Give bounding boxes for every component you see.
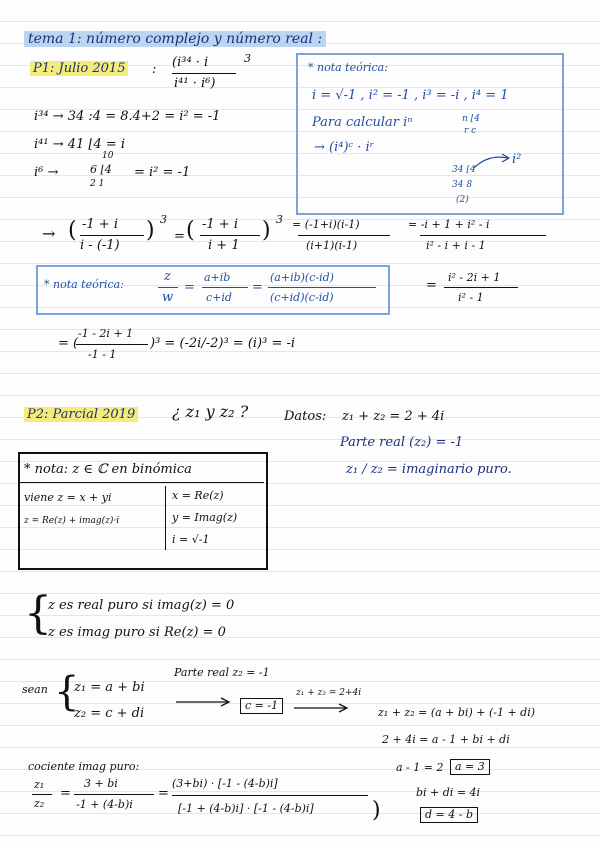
p2-note-viene: viene z = x + yi bbox=[24, 491, 112, 504]
p1-line-i6-division: 6 ⌊4 bbox=[90, 163, 112, 176]
p1-step1-b-paren-open: ( bbox=[186, 218, 195, 243]
p2-note-title: * nota: z ∈ ℂ en binómica bbox=[24, 462, 192, 477]
theory-note-2-title: * nota teórica: bbox=[44, 278, 124, 291]
p1-step1-a-den: i - (-1) bbox=[80, 238, 120, 253]
p1-step3-den: -1 - 1 bbox=[88, 348, 117, 361]
p2-question: ¿ z₁ y z₂ ? bbox=[172, 402, 249, 421]
theory-note-2-eq1-bar bbox=[202, 287, 248, 288]
p2-datos-real-part: Parte real (z₂) = -1 bbox=[340, 435, 464, 450]
p1-step1-c-num: = (-1+i)(i-1) bbox=[292, 218, 360, 231]
problem-1-label: P1: Julio 2015 bbox=[30, 61, 128, 76]
p1-step1-d-den: i² - i + i - 1 bbox=[426, 239, 486, 252]
p2-q-eq-2: = bbox=[158, 786, 169, 801]
p1-step1-b-bar bbox=[200, 235, 260, 236]
p2-q2-num: 3 + bi bbox=[84, 777, 118, 790]
theory-note-2-zw-bar bbox=[158, 287, 178, 288]
p2-q3-paren-close: ) bbox=[372, 798, 381, 823]
p1-line-i6-post: = i² = -1 bbox=[134, 165, 191, 180]
theory-note-title: * nota teórica: bbox=[308, 61, 388, 74]
theory-note-example-1: 34 ⌊4 bbox=[452, 165, 476, 175]
p1-step3-num: -1 - 2i + 1 bbox=[78, 327, 134, 340]
p2-q3-bar bbox=[172, 795, 368, 796]
p2-q2-bar bbox=[74, 794, 154, 795]
p1-step1-b-paren-close: ) bbox=[262, 218, 271, 243]
p2-b-equation: bi + di = 4i bbox=[416, 786, 481, 799]
theory-note-2-eq1-num: a+ib bbox=[204, 271, 231, 284]
p2-parte-real-label: Parte real z₂ = -1 bbox=[174, 666, 270, 679]
theory-note-example-3: (2) bbox=[456, 195, 469, 205]
p2-real-puro: z es real puro si imag(z) = 0 bbox=[48, 598, 235, 613]
p1-step3-bar bbox=[76, 344, 148, 345]
p1-line-i41: i⁴¹ → 41 ⌊4 = i bbox=[34, 137, 126, 152]
theory-note-2-eq1-den: c+id bbox=[206, 291, 232, 304]
p2-note-x: x = Re(z) bbox=[172, 489, 224, 502]
p1-step1-exp: 3 bbox=[160, 213, 167, 226]
theory-note-division: n ⌊4 bbox=[462, 114, 480, 124]
p2-note-y: y = Imag(z) bbox=[172, 511, 238, 524]
p1-step2-bar bbox=[444, 287, 518, 288]
theory-note-division-2: r c bbox=[464, 126, 477, 136]
theory-note-calc: Para calcular iⁿ bbox=[312, 115, 413, 130]
p2-sum-line-2: 2 + 4i = a - 1 + bi + di bbox=[382, 733, 510, 746]
theory-note-example-2: 34 8 bbox=[452, 180, 473, 190]
theory-note-2-w: w bbox=[162, 290, 174, 305]
p1-step1-paren-close: ) bbox=[146, 218, 155, 243]
p2-cociente-label: cociente imag puro: bbox=[28, 760, 140, 773]
p2-z1-def: z₁ = a + bi bbox=[74, 680, 145, 695]
p1-step1-arrow: → bbox=[42, 224, 56, 243]
p1-step3-pre: = ( bbox=[58, 336, 79, 351]
p2-brace-real-imag: { bbox=[24, 588, 52, 639]
p1-step1-a-num: -1 + i bbox=[82, 217, 118, 232]
p2-datos-label: Datos: bbox=[284, 409, 327, 424]
p2-q-den: z₂ bbox=[34, 797, 45, 810]
p1-step1-eq: = bbox=[174, 229, 185, 244]
p2-note-z-eq: z = Re(z) + imag(z)·i bbox=[24, 516, 120, 526]
theory-note-2-eq2-bar bbox=[268, 287, 376, 288]
p2-q-eq-1: = bbox=[60, 786, 71, 801]
theory-note-2-z: z bbox=[164, 269, 171, 284]
p2-arrow-icon bbox=[176, 697, 232, 707]
p1-expr-colon: : bbox=[152, 62, 157, 77]
p1-step1-c-den: (i+1)(i-1) bbox=[306, 239, 358, 252]
p2-q3-den: [-1 + (4-b)i] · [-1 - (4-b)i] bbox=[178, 802, 314, 815]
p1-line-i6-div-top: 10 bbox=[102, 151, 114, 161]
p2-sum-label: z₁ + z₂ = 2+4i bbox=[296, 688, 362, 698]
theory-note-box bbox=[296, 53, 564, 215]
p2-datos-sum: z₁ + z₂ = 2 + 4i bbox=[342, 409, 445, 424]
p2-d-result-box: d = 4 - b bbox=[420, 807, 478, 823]
theory-note-2-eq2: = bbox=[252, 280, 263, 295]
p2-note-vertical-divider bbox=[165, 486, 166, 550]
p1-expr-den: i⁴¹ · i⁶) bbox=[174, 76, 216, 91]
p2-note-divider bbox=[20, 482, 264, 483]
p2-arrow-2-icon bbox=[294, 703, 350, 713]
p2-sum-line-1: z₁ + z₂ = (a + bi) + (-1 + di) bbox=[378, 706, 536, 719]
p1-expr-exponent: 3 bbox=[244, 52, 251, 65]
theory-note-powers: i = √-1 , i² = -1 , i³ = -i , i⁴ = 1 bbox=[312, 88, 509, 103]
p1-expr-fraction-bar bbox=[172, 73, 236, 74]
p1-line-i34: i³⁴ → 34 :4 = 8.4+2 = i² = -1 bbox=[34, 109, 221, 124]
p2-q2-den: -1 + (4-b)i bbox=[76, 798, 133, 811]
p1-step3-post: )³ = (-2i/-2)³ = (i)³ = -i bbox=[150, 336, 296, 351]
p1-step1-d-num: = -i + 1 + i² - i bbox=[408, 218, 490, 231]
problem-2-label: P2: Parcial 2019 bbox=[24, 407, 138, 422]
p1-step1-b-den: i + 1 bbox=[208, 238, 240, 253]
p2-a-result-box: a = 3 bbox=[450, 759, 490, 775]
p2-c-result-box: c = -1 bbox=[240, 698, 283, 714]
p2-a-equation: a - 1 = 2 bbox=[396, 761, 444, 774]
theory-note-2-eq2-num: (a+ib)(c-id) bbox=[270, 271, 334, 284]
p1-step1-d-bar bbox=[420, 235, 546, 236]
p2-q-num: z₁ bbox=[34, 778, 45, 791]
p1-step1-a-bar bbox=[80, 235, 144, 236]
p1-line-i6-pre: i⁶ → bbox=[34, 165, 59, 180]
p2-imag-puro: z es imag puro si Re(z) = 0 bbox=[48, 625, 226, 640]
p1-step1-c-bar bbox=[298, 235, 390, 236]
p1-step2-den: i² - 1 bbox=[458, 291, 484, 304]
p1-step2-num: i² - 2i + 1 bbox=[448, 271, 501, 284]
p1-line-i6-div-bottom: 2 1 bbox=[90, 179, 105, 189]
p2-z2-def: z₂ = c + di bbox=[74, 706, 145, 721]
theory-note-2-eq: = bbox=[184, 280, 195, 295]
p2-q3-num: (3+bi) · [-1 - (4-b)i] bbox=[172, 777, 278, 790]
theory-note-2-eq2-den: (c+id)(c-id) bbox=[270, 291, 334, 304]
p2-brace-sean: { bbox=[54, 669, 80, 715]
p1-expr-num: (i³⁴ · i bbox=[172, 55, 209, 70]
p2-q-bar bbox=[32, 794, 52, 795]
p1-step1-paren-open: ( bbox=[68, 218, 77, 243]
p1-step2-eq: = bbox=[426, 278, 437, 293]
topic-heading: tema 1: número complejo y número real : bbox=[24, 31, 326, 47]
p2-sean: sean bbox=[22, 683, 48, 696]
p2-note-i: i = √-1 bbox=[172, 533, 210, 546]
p2-datos-quotient: z₁ / z₂ = imaginario puro. bbox=[346, 462, 512, 477]
p1-step1-b-num: -1 + i bbox=[202, 217, 238, 232]
theory-note-example-result: i² bbox=[512, 152, 522, 167]
theory-note-arrow-icon bbox=[472, 152, 512, 172]
theory-note-formula: → (i⁴)ᶜ · iʳ bbox=[314, 140, 375, 155]
p1-step1-b-exp: 3 bbox=[276, 213, 283, 226]
